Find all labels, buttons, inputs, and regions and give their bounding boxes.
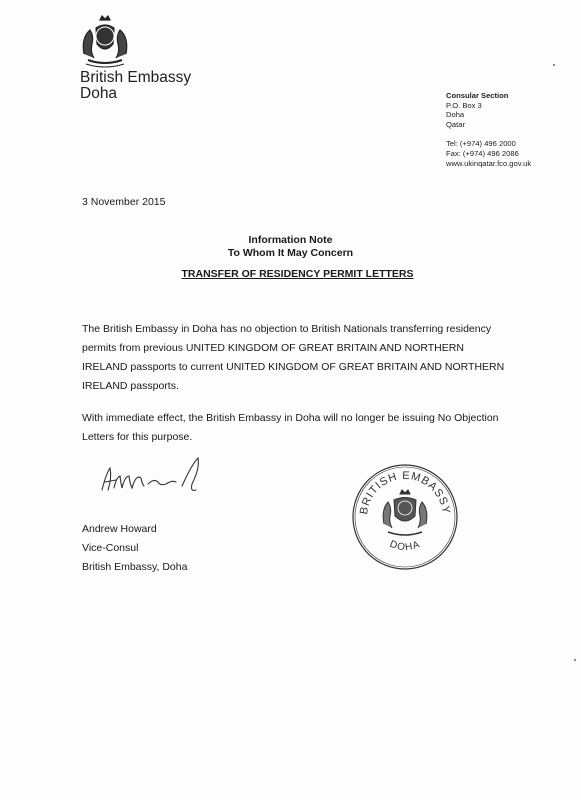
paragraph-2 (82, 409, 522, 447)
contact-web[interactable]: www.ukinqatar.fco.gov.uk (446, 158, 532, 168)
letter-subject: TRANSFER OF RESIDENCY PERMIT LETTERS (181, 268, 414, 280)
embassy-name-line2: Doha (80, 85, 118, 102)
paragraph-line: IRELAND passports. (82, 380, 179, 392)
handwritten-signature (96, 454, 226, 504)
royal-coat-of-arms-icon (76, 14, 134, 70)
paragraph-line: IRELAND passports to current UNITED KINGDOM OF GREAT BRITAIN AND NORTHERN (82, 361, 505, 373)
signatory-title: Vice-Consul (82, 542, 139, 554)
contact-address-line: Doha (446, 110, 465, 120)
embassy-name (80, 70, 191, 102)
contact-fax: Fax: (+974) 496 2086 (446, 148, 519, 158)
paragraph-line: Letters for this purpose. (82, 431, 193, 443)
signatory-org: British Embassy, Doha (82, 561, 188, 573)
paragraph-line: With immediate effect, the British Embassy in Doha will no longer be issuing No Objection (82, 412, 499, 424)
letter-date: 3 November 2015 (82, 196, 166, 208)
stamp-bottom-text: DOHA (387, 538, 423, 554)
contact-address-line: Qatar (446, 119, 465, 129)
paragraph-line: permits from previous UNITED KINGDOM OF GREAT BRITAIN AND NORTHERN (82, 342, 464, 354)
contact-address-line: P.O. Box 3 (446, 100, 482, 110)
contact-tel: Tel: (+974) 496 2000 (446, 139, 516, 149)
stamp-top-text: BRITISH EMBASSY (357, 469, 453, 516)
embassy-name-line1: British Embassy (80, 69, 192, 86)
paragraph-1 (82, 320, 522, 396)
heading-line2: To Whom It May Concern (227, 246, 354, 259)
contact-section: Consular Section (446, 91, 509, 100)
note-heading (0, 234, 581, 259)
embassy-seal-stamp (350, 462, 460, 572)
heading-line1: Information Note (248, 234, 333, 246)
signatory-name: Andrew Howard (82, 523, 157, 535)
paragraph-line: The British Embassy in Doha has no objection to British Nationals transferring residency (82, 323, 492, 335)
signatory-block (82, 520, 187, 577)
contact-block (446, 91, 531, 168)
